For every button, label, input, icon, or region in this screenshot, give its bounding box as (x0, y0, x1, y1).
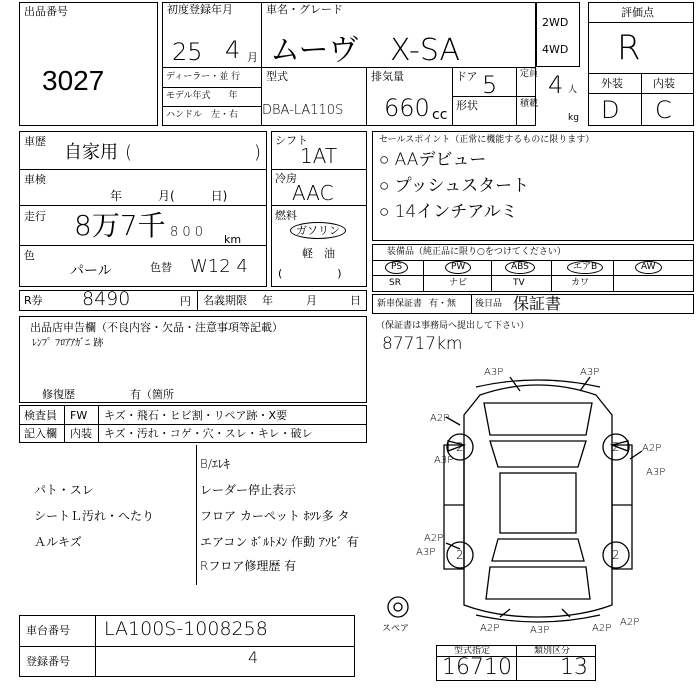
note-left-3: Ａルキズ (34, 535, 82, 549)
car-name-label: 車名・グレード (266, 3, 343, 16)
fuel-value: ガソリン (290, 222, 346, 239)
category-label: 類別区分 (534, 646, 571, 656)
reg-month: 4 (225, 36, 241, 64)
equipment-header: 装備品（純正品に限り○をつけてください） (387, 247, 566, 257)
ac-value: AAC (292, 181, 334, 205)
sales-point-1: ○ AAデビュー (379, 150, 487, 170)
report-note: ﾚﾝﾌﾟ ﾌﾛｱｱｶﾞﾆ 跡 (32, 338, 104, 349)
equipment-box (372, 244, 694, 292)
warranty-options: 有・無 (429, 299, 457, 309)
type-value: DBA-LA110S (262, 103, 344, 118)
chassis-value: LA100S-1008258 (104, 618, 268, 640)
mileage-value: 8万7千 (74, 209, 166, 242)
note-right-1: B/ｴﾚｷ (200, 457, 230, 471)
car-diagram (380, 355, 694, 645)
displacement-value: 660 (384, 94, 430, 122)
cc-unit: cc (432, 107, 448, 123)
fuel-paren: ( ) (278, 267, 342, 280)
note-left-2: シートＬ汚れ・へたり (34, 509, 155, 523)
type-designation-label: 型式指定 (454, 646, 491, 656)
expiry-fields: 年 月 日 (262, 294, 361, 307)
warranty-box (372, 294, 694, 314)
car-name: ムーヴ (270, 33, 359, 68)
shift-label: シフト (275, 134, 308, 147)
mark-a2p-3: A2P (424, 533, 444, 544)
note-left-1: パト・スレ (34, 483, 94, 497)
lot-number: 3027 (42, 65, 105, 96)
warranty-label: 新車保証書 (377, 299, 423, 309)
tire-mark-rl: 2 (456, 548, 464, 562)
sales-header: セールスポイント（正常に機能するものに限ります） (379, 135, 595, 145)
fw-label: FW (70, 409, 88, 422)
interior-grade: C (655, 96, 672, 124)
mark-a2p-2: A2P (642, 443, 662, 454)
sales-point-3: ○ 14インチアルミ (379, 202, 518, 222)
color-no-label: 色替 (150, 261, 172, 274)
ac-label: 冷房 (275, 172, 297, 185)
report-box (19, 316, 367, 403)
drive-2wd: 2WD (542, 16, 569, 29)
mark-a2p-4: A2P (480, 623, 500, 634)
interior-label-2: 内装 (70, 427, 92, 440)
shift-value: 1AT (300, 144, 338, 168)
displacement-label: 排気量 (371, 70, 404, 83)
evaluation-box (588, 2, 694, 126)
reg-year: 25 (172, 38, 203, 66)
type-designation-value: 16710 (442, 655, 512, 680)
expiry-label: 名義期限 (203, 294, 247, 307)
inspector-label-a: 検査員 (24, 409, 57, 422)
inspection-label: 車検 (24, 173, 46, 186)
load-label: 積載 (520, 99, 539, 109)
reg-date-label: 初度登録年月 (167, 3, 233, 16)
inspection-fields: 年 月( 日) (110, 189, 228, 203)
type-label: 型式 (266, 70, 288, 83)
r-ticket-label: R券 (24, 294, 43, 307)
reg-no-label: 登録番号 (26, 655, 70, 668)
note-right-2: レーダー停止表示 (200, 483, 297, 497)
lot-label: 出品番号 (24, 5, 68, 18)
mileage-sub: 8 0 0 (170, 225, 204, 240)
note-right-3: フロア カーペット ﾎﾂﾚ多 タ (200, 509, 350, 523)
color-no-value: W12 4 (190, 256, 248, 277)
report-header: 出品店申告欄（不良内容・欠品・注意事項等記載） (30, 321, 283, 334)
person-unit: 人 (568, 85, 578, 95)
equip-abs: ABS (505, 261, 535, 274)
mark-a3p-2: A3P (580, 367, 600, 378)
tire-mark-fl: 2 (456, 440, 464, 454)
mark-a2p-6: A2P (620, 617, 640, 628)
inspector-label-b: 記入欄 (24, 427, 57, 440)
equip-leather: カワ (571, 278, 590, 288)
mileage-label: 走行 (24, 210, 46, 223)
mark-a3p-1: A3P (484, 367, 504, 378)
history-label: 車歴 (24, 135, 46, 148)
history-paren-close: ) (254, 142, 262, 163)
fw-items: キズ・飛石・ヒビ割・リペア跡・X要 (104, 409, 288, 422)
door-label: ドア (456, 70, 478, 83)
kg-unit: kg (568, 113, 579, 123)
exterior-grade: D (601, 96, 620, 124)
drive-box (536, 2, 580, 67)
warranty-note: （保証書は事務局へ提出して下さい） (376, 321, 530, 331)
booklet-value: 保証書 (513, 294, 562, 313)
equip-pw: PW (445, 261, 471, 274)
equip-aw: AW (635, 261, 662, 274)
capacity-label: 定員 (520, 69, 539, 79)
mark-a3p-3: A3P (434, 455, 454, 466)
mark-a3p-5: A3P (416, 547, 436, 558)
drive-4wd: 4WD (542, 43, 569, 56)
grade: X-SA (390, 33, 461, 68)
capacity-value: 4 (548, 71, 564, 99)
color-label: 色 (24, 249, 35, 262)
km-note: 87717km (382, 334, 463, 354)
booklet-label: 後日品 (475, 299, 503, 309)
mark-a2p-1: A2P (430, 413, 450, 424)
interior-items: キズ・汚れ・コゲ・穴・スレ・キレ・破レ (104, 427, 313, 440)
equip-sr: SR (389, 278, 401, 288)
sales-point-2: ○ プッシュスタート (379, 176, 530, 196)
door-value: 5 (482, 71, 498, 99)
history-value: 自家用 (64, 142, 118, 163)
km-unit: km (224, 233, 242, 246)
equip-ps: PS (385, 261, 408, 274)
lot-number-box (19, 2, 158, 126)
equip-navi: ナビ (449, 278, 468, 288)
dealer-label: ディーラー・並 行 (166, 72, 241, 82)
mark-a2p-5: A2P (592, 623, 612, 634)
equip-tv: TV (513, 278, 525, 288)
eval-score: R (617, 28, 641, 68)
repair-value: 有（箇所 (130, 388, 174, 401)
handle-label: ハンドル 左・右 (166, 110, 239, 120)
spare-label: スペア (382, 624, 410, 634)
chassis-label: 車台番号 (26, 624, 70, 637)
category-value: 13 (560, 655, 588, 680)
tire-mark-fr: 2 (612, 440, 620, 454)
color-value: パール (70, 263, 112, 279)
mark-a3p-4: A3P (646, 467, 666, 478)
tire-mark-rr: 2 (612, 548, 620, 562)
note-right-5: Rフロア修理歴 有 (200, 559, 297, 573)
r-ticket-value: 8490 (82, 288, 131, 310)
equip-airbag: エアB (567, 261, 603, 274)
fuel-label: 燃料 (275, 209, 297, 222)
interior-label: 内装 (653, 77, 675, 90)
yen-unit: 円 (180, 295, 191, 308)
history-paren-open: ( (125, 142, 133, 163)
eval-label: 評価点 (621, 6, 654, 19)
light-oil-label: 軽 油 (302, 247, 335, 260)
model-year-label: モデル年式 年 (166, 91, 238, 101)
exterior-label: 外装 (601, 77, 623, 90)
reg-no-value: 4 (248, 648, 259, 667)
repair-label: 修復歴 (42, 388, 75, 401)
sales-point-box (372, 131, 694, 241)
mark-a3p-6: A3P (530, 625, 550, 636)
shape-label: 形状 (456, 99, 478, 112)
month-suffix: 月 (247, 51, 258, 64)
note-right-4: エアコン ﾎﾞﾙﾄﾒﾝ 作動 ｱｿﾋﾞ 有 (200, 535, 359, 549)
